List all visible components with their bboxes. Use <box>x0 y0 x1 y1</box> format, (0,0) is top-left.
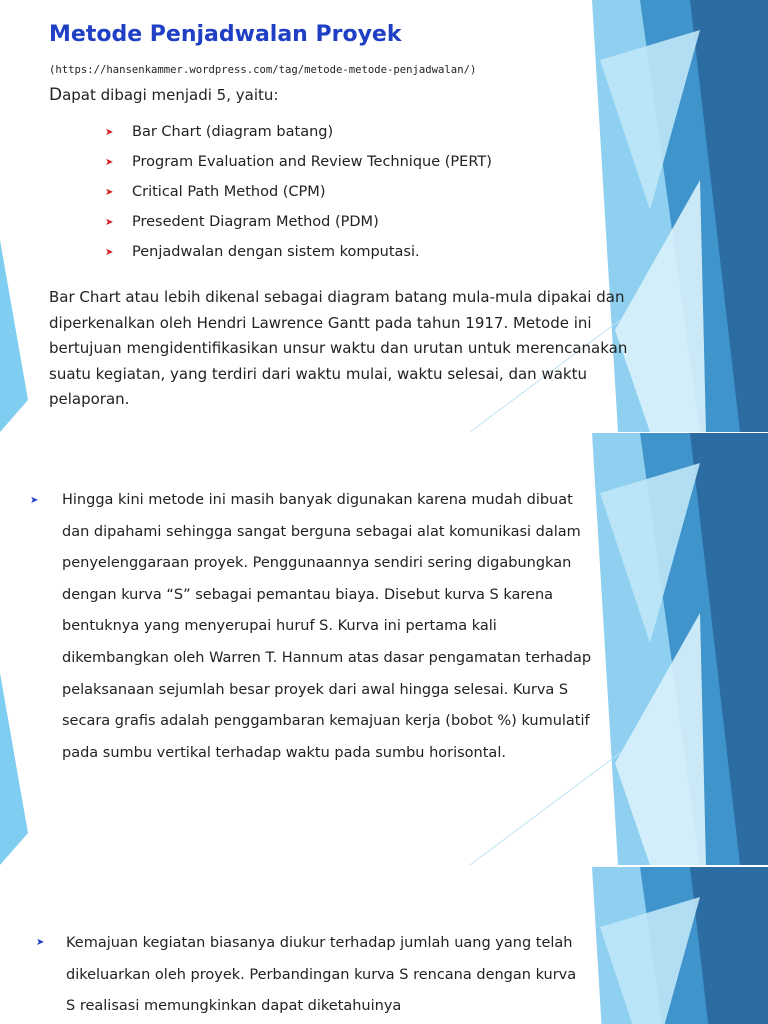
slide-2 <box>0 433 768 865</box>
arrowhead-bullet-icon: ➤ <box>105 126 114 138</box>
intro-rest: apat dibagi menjadi 5, yaitu: <box>62 86 279 104</box>
arrowhead-bullet-icon: ➤ <box>105 246 114 258</box>
slide-3 <box>0 867 768 1024</box>
list-item <box>105 207 492 237</box>
arrowhead-bullet-icon: ➤ <box>105 216 114 228</box>
method-label: Presedent Diagram Method (PDM) <box>132 214 379 230</box>
source-url: (https://hansenkammer.wordpress.com/tag/metode-metode-penjadwalan/) <box>49 64 477 76</box>
arrowhead-bullet-icon: ➤ <box>36 937 45 948</box>
page-title: Metode Penjadwalan Proyek <box>49 22 402 47</box>
bullet-text: Hingga kini metode ini masih banyak digunakan karena mudah dibuat dan dipahami sehingga sangat berguna sebagai alat komunikasi dalam penyelenggaraan proyek. Penggunaannya sendiri sering digabungkan dengan kurva “S” sebagai pemantau biaya. Disebut kurva S karena bentuknya yang menyerupai huruf S. Kurva ini pertama kali dikembangkan oleh Warren T. Hannum atas dasar pengamatan terhadap pelaksanaan sejumlah besar proyek dari awal hingga selesai. Kurva S secara grafis adalah penggambaran kemajuan kerja (bobot %) kumulatif pada sumbu vertikal terhadap waktu pada sumbu horisontal. <box>62 492 592 761</box>
list-item <box>36 928 586 1023</box>
arrowhead-bullet-icon: ➤ <box>105 156 114 168</box>
methods-list <box>105 117 492 267</box>
method-label: Penjadwalan dengan sistem komputasi. <box>132 244 420 260</box>
method-label: Program Evaluation and Review Technique (PERT) <box>132 154 492 170</box>
arrowhead-bullet-icon: ➤ <box>30 495 39 506</box>
list-item <box>105 177 492 207</box>
method-label: Bar Chart (diagram batang) <box>132 124 334 140</box>
slide-1 <box>0 0 768 432</box>
list-item <box>105 117 492 147</box>
list-item <box>105 147 492 177</box>
intro-text <box>49 85 278 105</box>
list-item <box>105 237 492 267</box>
bullet-text: Kemajuan kegiatan biasanya diukur terhadap jumlah uang yang telah dikeluarkan oleh proyek. Perbandingan kurva S rencana dengan kurva S realisasi memungkinkan dapat diketahuinya <box>66 935 577 1014</box>
list-item <box>30 485 602 769</box>
bar-chart-paragraph: Bar Chart atau lebih dikenal sebagai diagram batang mula-mula dipakai dan diperkenalkan oleh Hendri Lawrence Gantt pada tahun 1917. Metode ini bertujuan mengidentifikasikan unsur waktu dan urutan untuk merencanakan suatu kegiatan, yang terdiri dari waktu mulai, waktu selesai, dan waktu pelaporan. <box>49 288 628 409</box>
arrowhead-bullet-icon: ➤ <box>105 186 114 198</box>
method-label: Critical Path Method (CPM) <box>132 184 326 200</box>
intro-first-letter: D <box>49 85 63 105</box>
